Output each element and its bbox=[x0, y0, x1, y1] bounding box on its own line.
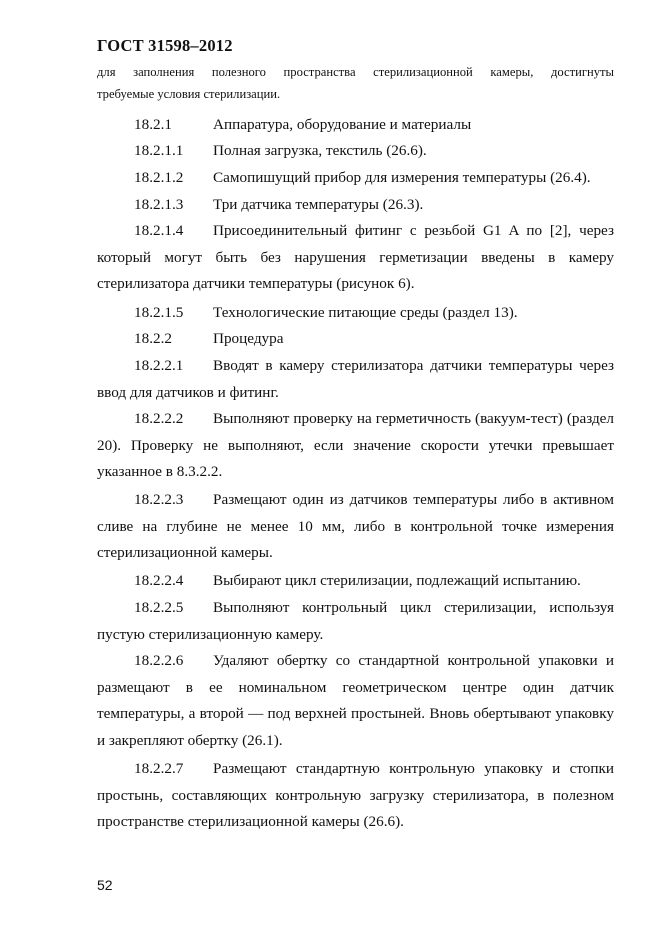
clause-number: 18.2.2.3 bbox=[134, 491, 184, 508]
clause-number: 18.2.1.4 bbox=[134, 222, 184, 239]
intro-line-2: требуемые условия стерилизации. bbox=[97, 87, 281, 101]
clause-number: 18.2.2.7 bbox=[134, 760, 184, 777]
clause-text: Размещают стандартную контрольную упаковку и стопки простынь, составляющих контрольную загрузку стерилизатора, в полезном пространстве стерилизационной камеры (26.6). bbox=[97, 760, 614, 831]
clause-text: Процедура bbox=[213, 330, 284, 347]
clause-18-2-2-7 bbox=[97, 756, 614, 836]
page-header-standard-title: ГОСТ 31598–2012 bbox=[97, 36, 233, 55]
clause-number: 18.2.1.1 bbox=[134, 142, 184, 159]
clause-18-2-1-1 bbox=[97, 138, 614, 165]
clause-text: Выбирают цикл стерилизации, подлежащий испытанию. bbox=[213, 572, 581, 589]
clause-18-2-2-6 bbox=[97, 648, 614, 754]
clause-18-2-2-3 bbox=[97, 487, 614, 567]
clause-18-2-1-5 bbox=[97, 300, 614, 327]
clause-18-2-2-4 bbox=[97, 568, 614, 595]
clause-text: Самопишущий прибор для измерения температуры (26.4). bbox=[213, 169, 591, 186]
clause-text: Вводят в камеру стерилизатора датчики температуры через ввод для датчиков и фитинг. bbox=[97, 357, 614, 401]
clause-number: 18.2.2 bbox=[134, 330, 172, 347]
clause-18-2-2-1 bbox=[97, 353, 614, 406]
clause-number: 18.2.1.2 bbox=[134, 169, 184, 186]
clause-number: 18.2.1.3 bbox=[134, 196, 184, 213]
clause-number: 18.2.2.5 bbox=[134, 599, 184, 616]
clause-18-2-2-2 bbox=[97, 406, 614, 486]
clause-18-2-1 bbox=[97, 112, 614, 139]
clause-text: Размещают один из датчиков температуры либо в активном сливе на глубине не менее 10 мм, либо в контрольной точке измерения стерилизационной камеры. bbox=[97, 491, 614, 562]
clause-number: 18.2.1.5 bbox=[134, 304, 184, 321]
clause-number: 18.2.2.1 bbox=[134, 357, 184, 374]
clause-number: 18.2.2.6 bbox=[134, 652, 184, 669]
clause-text: Выполняют контрольный цикл стерилизации, используя пустую стерилизационную камеру. bbox=[97, 599, 614, 643]
clause-text: Удаляют обертку со стандартной контрольной упаковки и размещают в ее номинальном геометрическом центре один датчик температуры, а второй — под верхней простыней. Вновь обертывают упаковку и закрепляют обертку (26.1). bbox=[97, 652, 614, 749]
clause-number: 18.2.1 bbox=[134, 116, 172, 133]
clause-number: 18.2.2.4 bbox=[134, 572, 184, 589]
clause-text: Аппаратура, оборудование и материалы bbox=[213, 116, 472, 133]
clause-number: 18.2.2.2 bbox=[134, 410, 184, 427]
intro-line-1: для заполнения полезного пространства стерилизационной камеры, достигнуты bbox=[97, 65, 614, 79]
clause-text: Полная загрузка, текстиль (26.6). bbox=[213, 142, 427, 159]
clause-18-2-1-4 bbox=[97, 218, 614, 298]
clause-text: Выполняют проверку на герметичность (вакуум-тест) (раздел 20). Проверку не выполняют, если значение скорости утечки превышает указанное в 8.3.2.2. bbox=[97, 410, 614, 481]
clause-18-2-2-5 bbox=[97, 595, 614, 648]
clause-18-2-1-3 bbox=[97, 192, 614, 219]
clause-18-2-1-2 bbox=[97, 165, 614, 192]
clause-text: Три датчика температуры (26.3). bbox=[213, 196, 424, 213]
clause-text: Присоединительный фитинг с резьбой G1 A по [2], через который могут быть без нарушения герметизации введены в камеру стерилизатора датчики температуры (рисунок 6). bbox=[97, 222, 614, 293]
clause-18-2-2 bbox=[97, 326, 614, 353]
page-number: 52 bbox=[97, 877, 113, 893]
clause-text: Технологические питающие среды (раздел 13). bbox=[213, 304, 518, 321]
